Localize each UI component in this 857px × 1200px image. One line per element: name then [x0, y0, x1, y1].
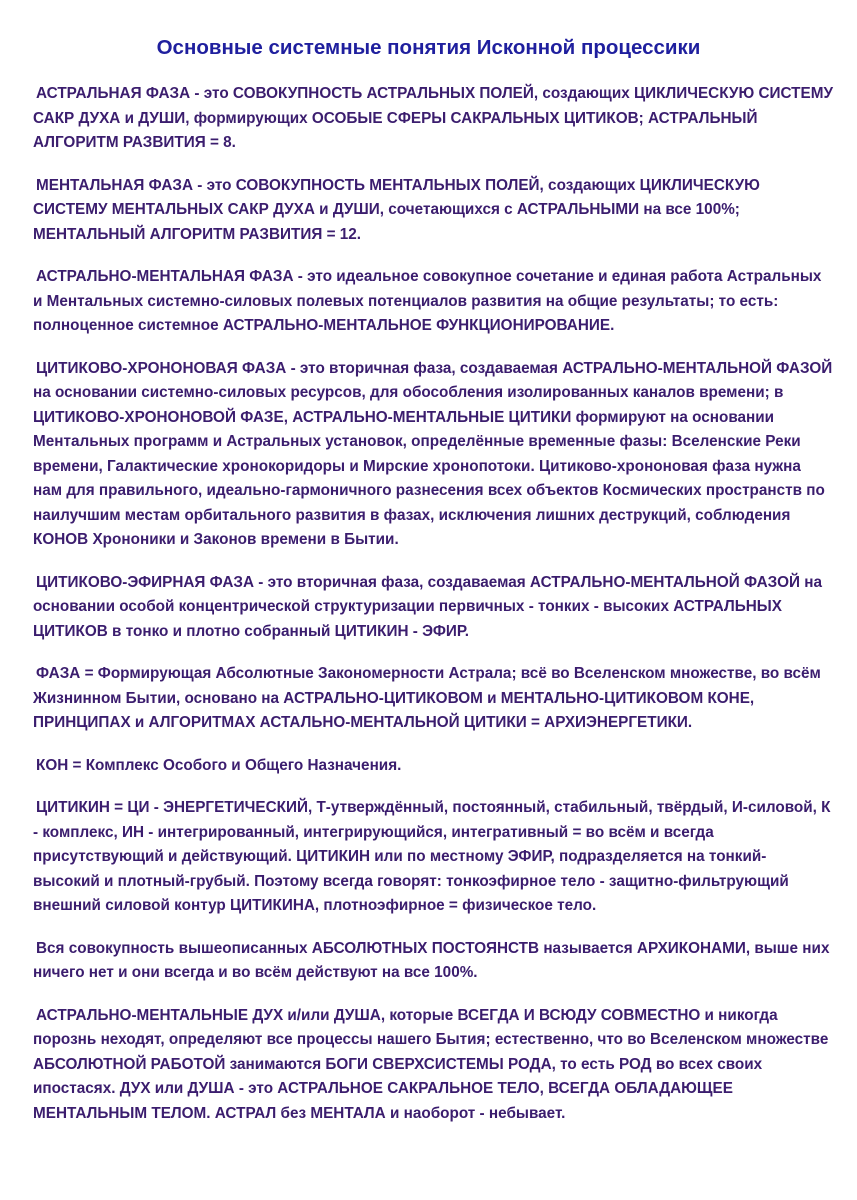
paragraph-phase-definition: ФАЗА = Формирующая Абсолютные Закономерности Астрала; всё во Вселенском множестве, во всём Жизнинном Бытии, основано на АСТРАЛЬНО-ЦИТИКОВОМ и МЕНТАЛЬНО-ЦИТИКОВОМ КОНЕ, ПРИНЦИПАХ и АЛГОРИТМАХ АСТАЛЬНО-МЕНТАЛЬНОЙ ЦИТИКИ = АРХИЭНЕРГЕТИКИ.: [33, 665, 821, 731]
document-title: Основные системные понятия Исконной процессики: [156, 36, 701, 59]
paragraph-astral-mental-phase: АСТРАЛЬНО-МЕНТАЛЬНАЯ ФАЗА - это идеальное совокупное сочетание и единая работа Астральных и Ментальных системно-силовых полевых потенциалов развития на общие результаты; то есть: полноценное системное АСТРАЛЬНО-МЕНТАЛЬНОЕ ФУНКЦИОНИРОВАНИЕ.: [33, 268, 822, 334]
paragraph-spirit-soul: АСТРАЛЬНО-МЕНТАЛЬНЫЕ ДУХ и/или ДУША, которые ВСЕГДА И ВСЮДУ СОВМЕСТНО и никогда порознь неходят, определяют все процессы нашего Бытия; естественно, что во Вселенском множестве АБСОЛЮТНОЙ РАБОТОЙ занимаются БОГИ СВЕРХСИСТЕМЫ РОДА, то есть РОД во всех своих ипостасях. ДУХ или ДУША - это АСТРАЛЬНОЕ САКРАЛЬНОЕ ТЕЛО, ВСЕГДА ОБЛАДАЮЩЕЕ МЕНТАЛЬНЫМ ТЕЛОМ. АСТРАЛ без МЕНТАЛА и наоборот - небывает.: [33, 1006, 829, 1122]
paragraph-citikin-definition: ЦИТИКИН = ЦИ - ЭНЕРГЕТИЧЕСКИЙ, Т-утверждённый, постоянный, стабильный, твёрдый, И-силовой, К - комплекс, ИН - интегрированный, интегрирующийся, интегративный = во всём и всегда присутствующий и действующий. ЦИТИКИН или по местному ЭФИР, подразделяется на тонкий-высокий и плотный-грубый. Поэтому всегда говорят: тонкоэфирное тело - защитно-фильтрующий внешний силовой контур ЦИТИКИНА, плотноэфирное = физическое тело.: [33, 799, 831, 914]
paragraph-kon-definition: КОН = Комплекс Особого и Общего Назначения.: [36, 756, 402, 774]
paragraph-astral-phase: АСТРАЛЬНАЯ ФАЗА - это СОВОКУПНОСТЬ АСТРАЛЬНЫХ ПОЛЕЙ, создающих ЦИКЛИЧЕСКУЮ СИСТЕМУ САКР ДУХА и ДУШИ, формирующих ОСОБЫЕ СФЕРЫ САКРАЛЬНЫХ ЦИТИКОВ; АСТРАЛЬНЫЙ АЛГОРИТМ РАЗВИТИЯ = 8.: [33, 85, 833, 151]
paragraph-mental-phase: МЕНТАЛЬНАЯ ФАЗА - это СОВОКУПНОСТЬ МЕНТАЛЬНЫХ ПОЛЕЙ, создающих ЦИКЛИЧЕСКУЮ СИСТЕМУ МЕНТАЛЬНЫХ САКР ДУХА и ДУШИ, сочетающихся с АСТРАЛЬНЫМИ на все 100%; МЕНТАЛЬНЫЙ АЛГОРИТМ РАЗВИТИЯ = 12.: [33, 176, 760, 243]
paragraph-citikovo-chronon-phase: ЦИТИКОВО-ХРОНОНОВАЯ ФАЗА - это вторичная фаза, создаваемая АСТРАЛЬНО-МЕНТАЛЬНОЙ ФАЗОЙ на основании системно-силовых ресурсов, для обособления изолированных каналов времени; в ЦИТИКОВО-ХРОНОНОВОЙ ФАЗЕ, АСТРАЛЬНО-МЕНТАЛЬНЫЕ ЦИТИКИ формируют на основании Ментальных программ и Астральных установок, определённые временные фазы: Вселенские Реки времени, Галактические хронокоридоры и Мирские хронопотоки. Цитиково-хрононовая фаза нужна нам для правильного, идеально-гармоничного разнесения всех объектов Космических пространств по наилучшим местам орбитального развития в фазах, исключения лишних деструкций, соблюдения КОНОВ Хрононики и Законов времени в Бытии.: [33, 359, 833, 548]
document-body: [33, 82, 833, 1144]
paragraph-citikovo-ether-phase: ЦИТИКОВО-ЭФИРНАЯ ФАЗА - это вторичная фаза, создаваемая АСТРАЛЬНО-МЕНТАЛЬНОЙ ФАЗОЙ на основании особой концентрической структуризации первичных - тонких - высоких АСТРАЛЬНЫХ ЦИТИКОВ в тонко и плотно собранный ЦИТИКИН - ЭФИР.: [33, 573, 822, 640]
paragraph-archikons: Вся совокупность вышеописанных АБСОЛЮТНЫХ ПОСТОЯНСТВ называется АРХИКОНАМИ, выше них ничего нет и они всегда и во всём действуют на все 100%.: [33, 939, 830, 981]
